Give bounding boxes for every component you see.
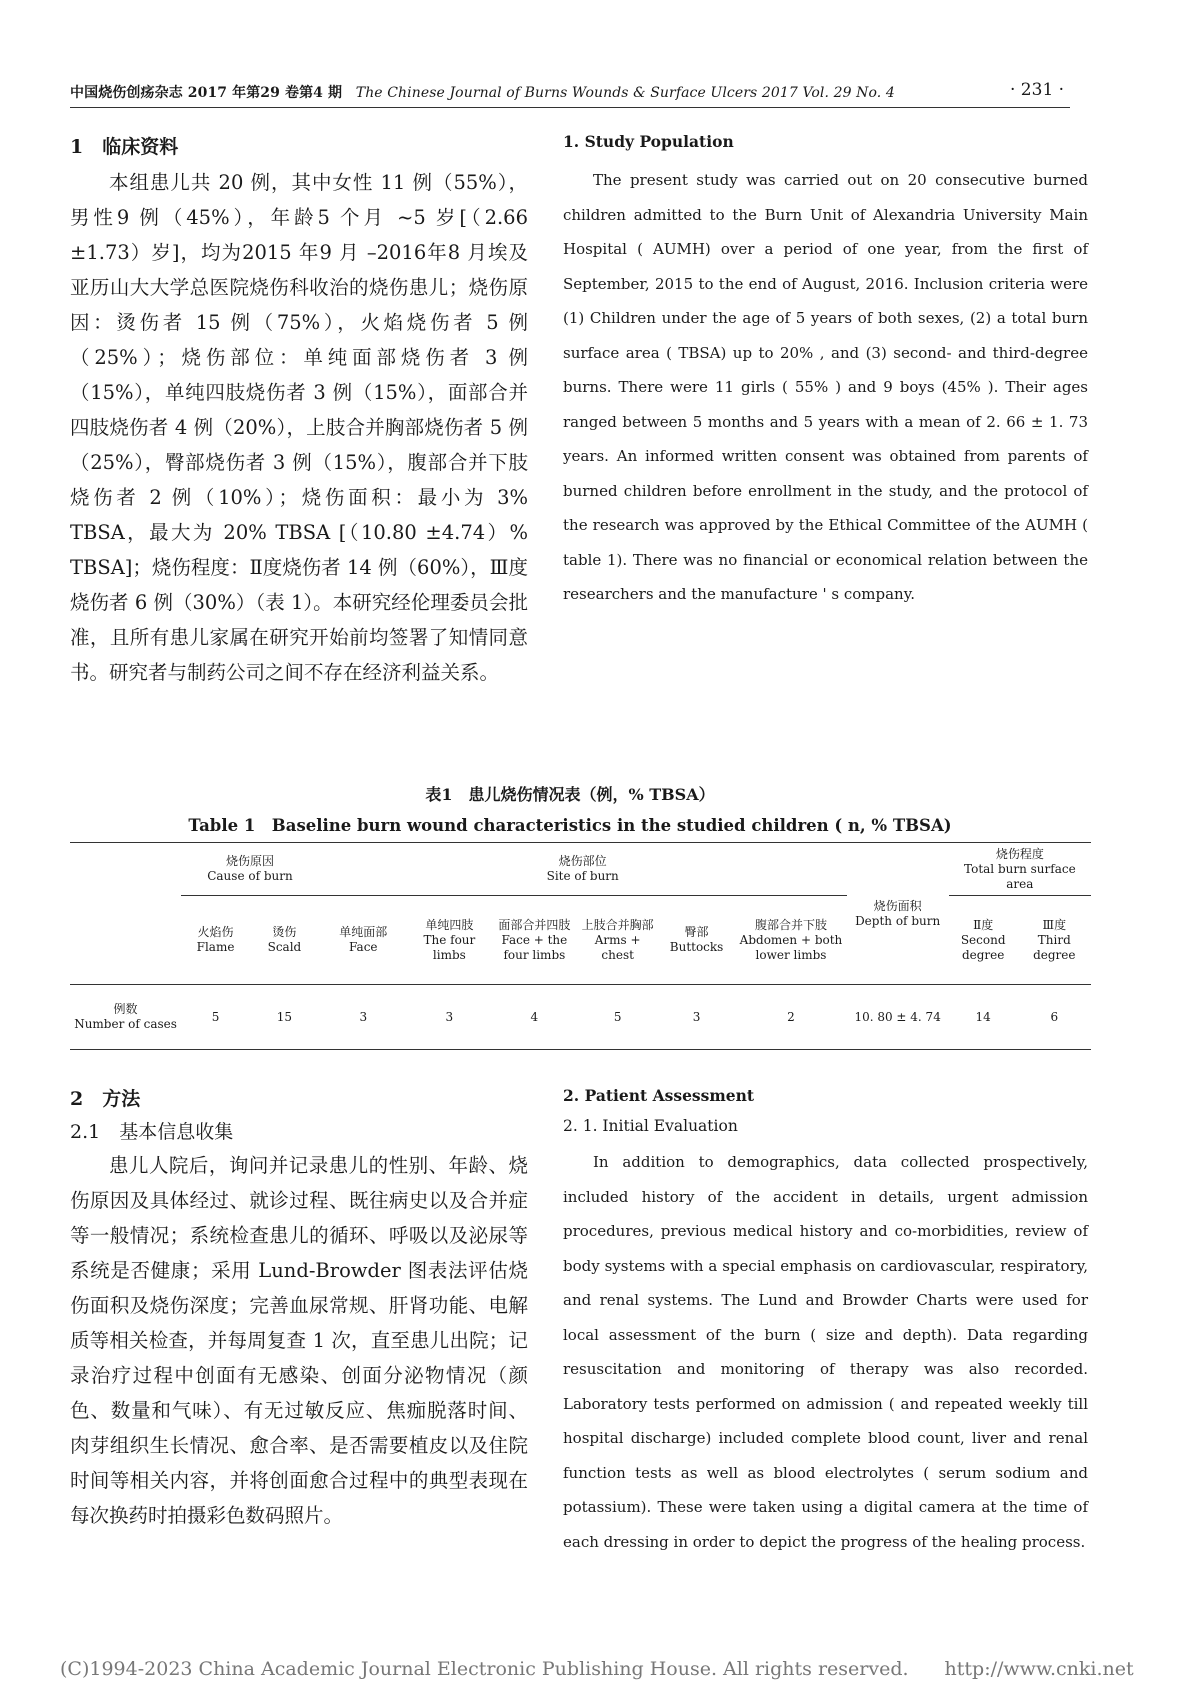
- table-cell: 15: [250, 985, 319, 1050]
- en-section2-1-paragraph: In addition to demographics, data collected prospectively, included history of the accident in details, urgent admission procedures, previous medical history and co-morbidities, review of body systems with a special emphasis on cardiovascular, respiratory, and renal systems. The Lund and Browder Charts were used for local assessment of the burn ( size and depth). Data regarding resuscitation and monitoring of therapy was also recorded. Laboratory tests performed on admission ( and repeated weekly till hospital discharge) included complete blood count, liver and renal function tests as well as blood electrolytes ( serum sodium and potassium). These were taken using a digital camera at the time of each dressing in order to depict the progress of the healing process.: [563, 1153, 1088, 1551]
- en-section1-heading: 1. Study Population: [563, 132, 734, 151]
- col-face: 单纯面部 Face: [319, 896, 408, 985]
- col-flame: 火焰伤 Flame: [181, 896, 250, 985]
- group-site: 烧伤部位 Site of burn: [319, 843, 847, 896]
- table-cell: 5: [578, 985, 658, 1050]
- table1: [70, 842, 1091, 1050]
- table-cell: 4: [491, 985, 578, 1050]
- table1-caption-zh: 表1 患儿烧伤情况表（例，% TBSA）: [425, 785, 715, 804]
- table-cell: 6: [1018, 985, 1091, 1050]
- en-section1: [563, 132, 1088, 612]
- group-degree: 烧伤程度 Total burn surface area: [949, 843, 1091, 896]
- en-section1-paragraph: The present study was carried out on 20 consecutive burned children admitted to the Burn Unit of Alexandria University Main Hospital ( AUMH) over a period of one year, from the first of September, 2015 to the end of August, 2016. Inclusion criteria were (1) Children under the age of 5 years of both sexes, (2) a total burn surface area ( TBSA) up to 20% , and (3) second- and third-degree burns. There were 11 girls ( 55% ) and 9 boys (45% ). Their ages ranged between 5 months and 5 years with a mean of 2. 66 ± 1. 73 years. An informed written consent was obtained from parents of burned children before enrollment in the study, and the protocol of the research was approved by the Ethical Committee of the AUMH ( table 1). There was no financial or economical relation between the researchers and the manufacture ' s company.: [563, 171, 1088, 603]
- col-abdomen-lower-limbs: 腹部合并下肢 Abdomen + both lower limbs: [735, 896, 846, 985]
- table-cell: 3: [658, 985, 736, 1050]
- cnki-link[interactable]: http://www.cnki.net: [944, 1658, 1134, 1680]
- table-corner: [70, 843, 181, 896]
- row-label: 例数 Number of cases: [70, 985, 181, 1050]
- col-scald: 烫伤 Scald: [250, 896, 319, 985]
- zh-section2-1-paragraph: 患儿人院后，询问并记录患儿的性别、年龄、烧伤原因及具体经过、就诊过程、既往病史以及合并症等一般情况；系统检查患儿的循环、呼吸以及泌尿等系统是否健康；采用 Lund-Browder 图表法评估烧伤面积及烧伤深度；完善血尿常规、肝肾功能、电解质等相关检查，并每周复查 1 次，直至患儿出院；记录治疗过程中创面有无感染、创面分泌物情况（颜色、数量和气味）、有无过敏反应、焦痂脱落时间、肉芽组织生长情况、愈合率、是否需要植皮以及住院时间等相关内容，并将创面愈合过程中的典型表现在每次换药时拍摄彩色数码照片。: [70, 1154, 528, 1527]
- table-cell: 14: [949, 985, 1018, 1050]
- zh-section2-1-heading: 2.1 基本信息收集: [70, 1121, 234, 1143]
- header-rule: [70, 107, 1070, 108]
- group-cause: 烧伤原因 Cause of burn: [181, 843, 319, 896]
- table-cell: 3: [408, 985, 491, 1050]
- journal-title-en: The Chinese Journal of Burns Wounds & Surface Ulcers 2017 Vol. 29 No. 4: [355, 85, 895, 101]
- journal-title-zh: 中国烧伤创疡杂志 2017 年第29 卷第4 期: [70, 85, 343, 101]
- copyright-footer: [60, 1658, 1134, 1680]
- col-four-limbs: 单纯四肢 The four limbs: [408, 896, 491, 985]
- zh-section1: [70, 132, 528, 690]
- col-buttocks: 臀部 Buttocks: [658, 896, 736, 985]
- zh-section2: [70, 1084, 528, 1533]
- en-section2: [563, 1086, 1088, 1559]
- zh-section1-paragraph: 本组患儿共 20 例，其中女性 11 例（55%），男性9 例（45%），年龄5 个月 ~5 岁[（2.66 ±1.73）岁]，均为2015 年9 月 –2016年8 月埃及亚历山大大学总医院烧伤科收治的烧伤患儿；烧伤原因：烫伤者 15 例（75%），火焰烧伤者 5 例（25%）；烧伤部位：单纯面部烧伤者 3 例（15%），单纯四肢烧伤者 3 例（15%），面部合并四肢烧伤者 4 例（20%），上肢合并胸部烧伤者 5 例（25%），臀部烧伤者 3 例（15%），腹部合并下肢烧伤者 2 例（10%）；烧伤面积：最小为 3% TBSA，最大为 20% TBSA [（10.80 ±4.74）% TBSA]；烧伤程度：Ⅱ度烧伤者 14 例（60%），Ⅲ度烧伤者 6 例（30%）（表 1）。本研究经伦理委员会批准，且所有患儿家属在研究开始前均签署了知情同意书。研究者与制药公司之间不存在经济利益关系。: [70, 171, 528, 684]
- copyright-text: (C)1994-2023 China Academic Journal Electronic Publishing House. All rights reserved.: [60, 1658, 909, 1680]
- table-cell: 2: [735, 985, 846, 1050]
- en-section2-1-heading: 2. 1. Initial Evaluation: [563, 1117, 738, 1135]
- col-third-degree: Ⅲ度 Third degree: [1018, 896, 1091, 985]
- table-cell: 5: [181, 985, 250, 1050]
- col-arms-chest: 上肢合并胸部 Arms + chest: [578, 896, 658, 985]
- en-section2-heading: 2. Patient Assessment: [563, 1086, 755, 1105]
- col-second-degree: Ⅱ度 Second degree: [949, 896, 1018, 985]
- running-header: [70, 82, 1070, 102]
- group-area: 烧伤面积 Depth of burn: [847, 843, 949, 985]
- page-number: · 231 ·: [1010, 80, 1065, 100]
- zh-section1-heading: 1 临床资料: [70, 136, 179, 158]
- table1-caption-en: Table 1 Baseline burn wound characteristics in the studied children ( n, % TBSA): [188, 816, 952, 835]
- zh-section2-heading: 2 方法: [70, 1088, 141, 1110]
- table-cell: 10. 80 ± 4. 74: [847, 985, 949, 1050]
- col-face-four-limbs: 面部合并四肢 Face + the four limbs: [491, 896, 578, 985]
- table-cell: 3: [319, 985, 408, 1050]
